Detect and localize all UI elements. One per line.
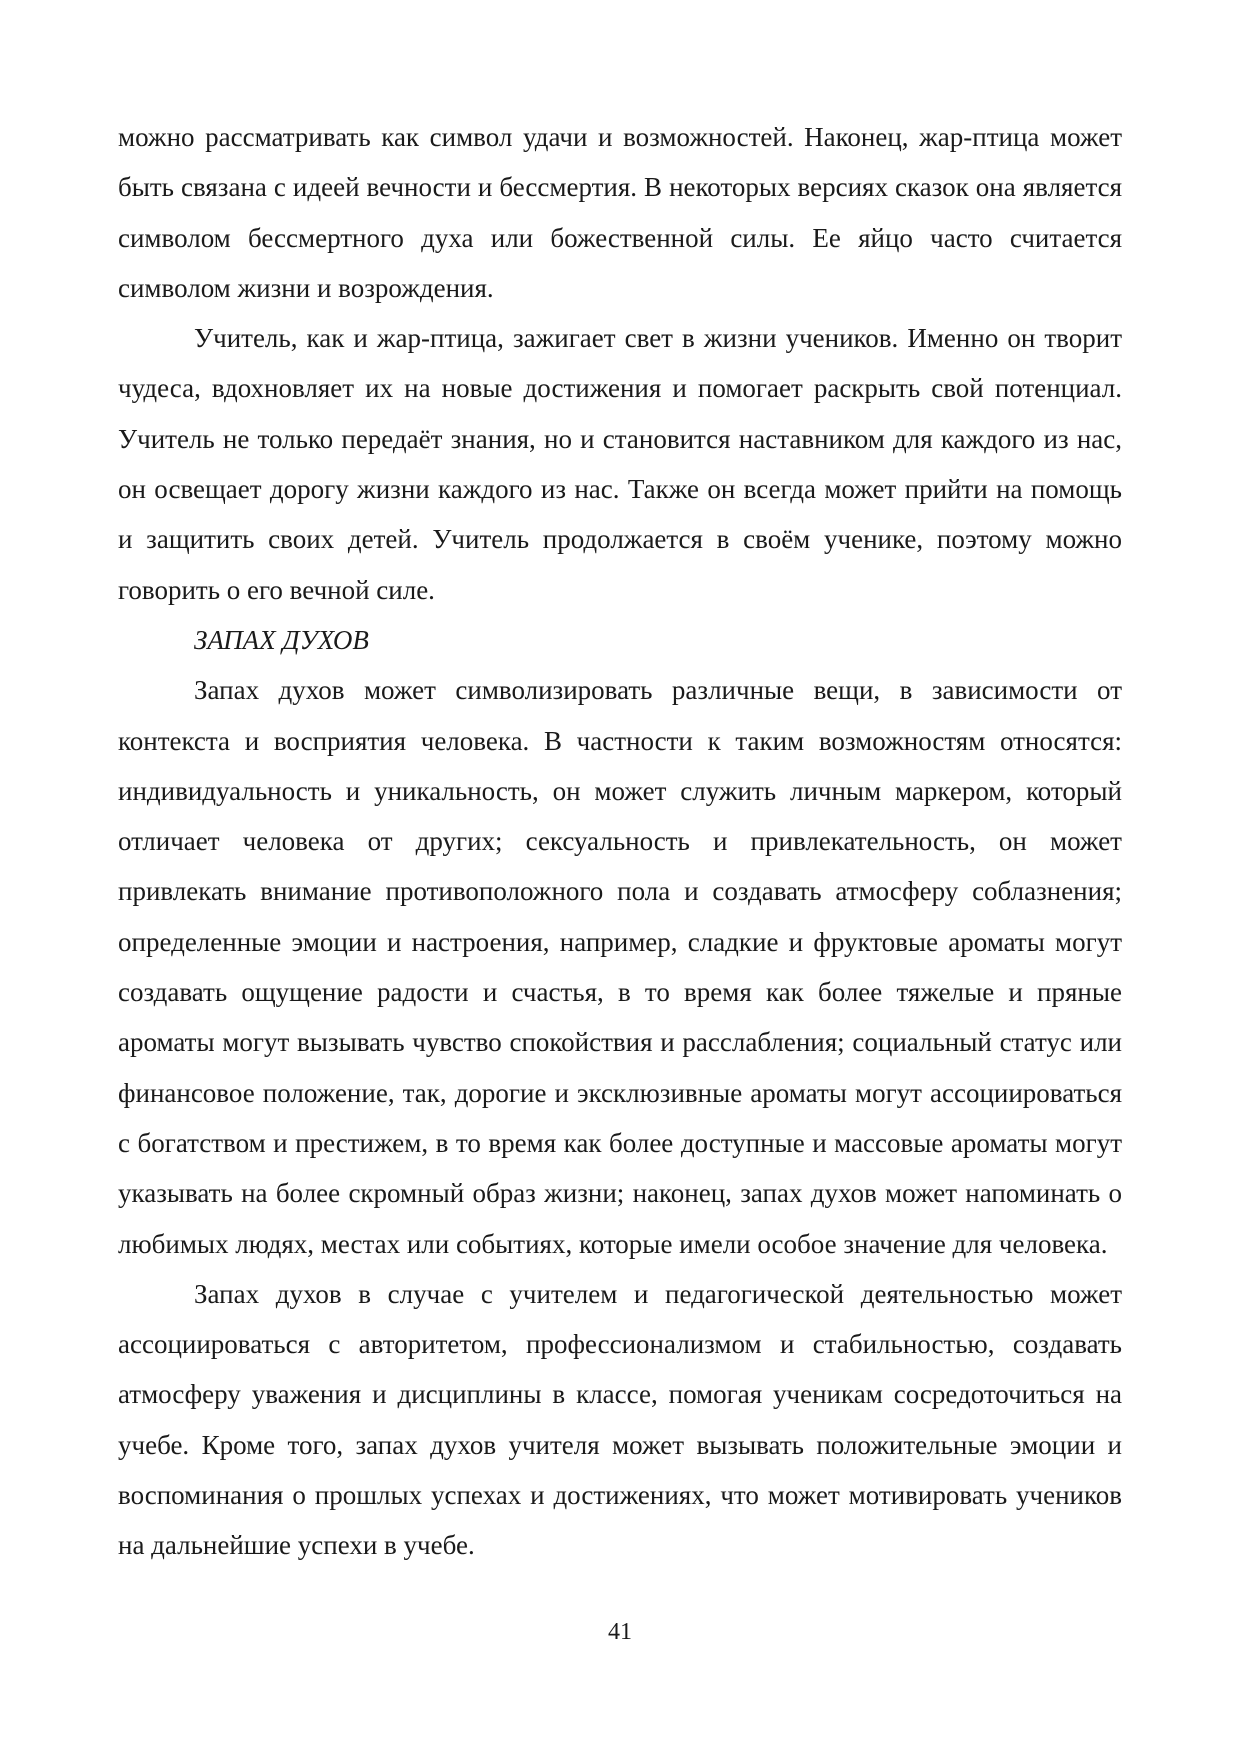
body-text: [118, 112, 1122, 1571]
page-number: 41: [608, 1619, 632, 1645]
paragraph-firebird-symbolism: можно рассматривать как символ удачи и возможностей. Наконец, жар-птица может быть связана с идеей вечности и бессмертия. В некоторых версиях сказок она является символом бессмертного духа или божественной силы. Ее яйцо часто считается символом жизни и возрождения.: [118, 122, 1122, 303]
paragraph-teacher-firebird: Учитель, как и жар-птица, зажигает свет в жизни учеников. Именно он творит чудеса, вдохновляет их на новые достижения и помогает раскрыть свой потенциал. Учитель не только передаёт знания, но и становится наставником для каждого из нас, он освещает дорогу жизни каждого из нас. Также он всегда может прийти на помощь и защитить своих детей. Учитель продолжается в своём ученике, поэтому можно говорить о его вечной силе.: [118, 323, 1122, 605]
paragraph-perfume-teacher: Запах духов в случае с учителем и педагогической деятельностью может ассоциироваться с авторитетом, профессионализмом и стабильностью, создавать атмосферу уважения и дисциплины в классе, помогая ученикам сосредоточиться на учебе. Кроме того, запах духов учителя может вызывать положительные эмоции и воспоминания о прошлых успехах и достижениях, что может мотивировать учеников на дальнейшие успехи в учебе.: [118, 1278, 1122, 1561]
paragraph-perfume-symbolism: Запах духов может символизировать различные вещи, в зависимости от контекста и восприятия человека. В частности к таким возможностям относятся: индивидуальность и уникальность, он может служить личным маркером, который отличает человека от других; сексуальность и привлекательность, он может привлекать внимание противоположного пола и создавать атмосферу соблазнения; определенные эмоции и настроения, например, сладкие и фруктовые ароматы могут создавать ощущение радости и счастья, в то время как более тяжелые и пряные ароматы могут вызывать чувство спокойствия и расслабления; социальный статус или финансовое положение, так, дорогие и эксклюзивные ароматы могут ассоциироваться с богатством и престижем, в то время как более доступные и массовые ароматы могут указывать на более скромный образ жизни; наконец, запах духов может напоминать о любимых людях, местах или событиях, которые имели особое значение для человека.: [118, 675, 1122, 1259]
section-heading: ЗАПАХ ДУХОВ: [194, 624, 369, 655]
